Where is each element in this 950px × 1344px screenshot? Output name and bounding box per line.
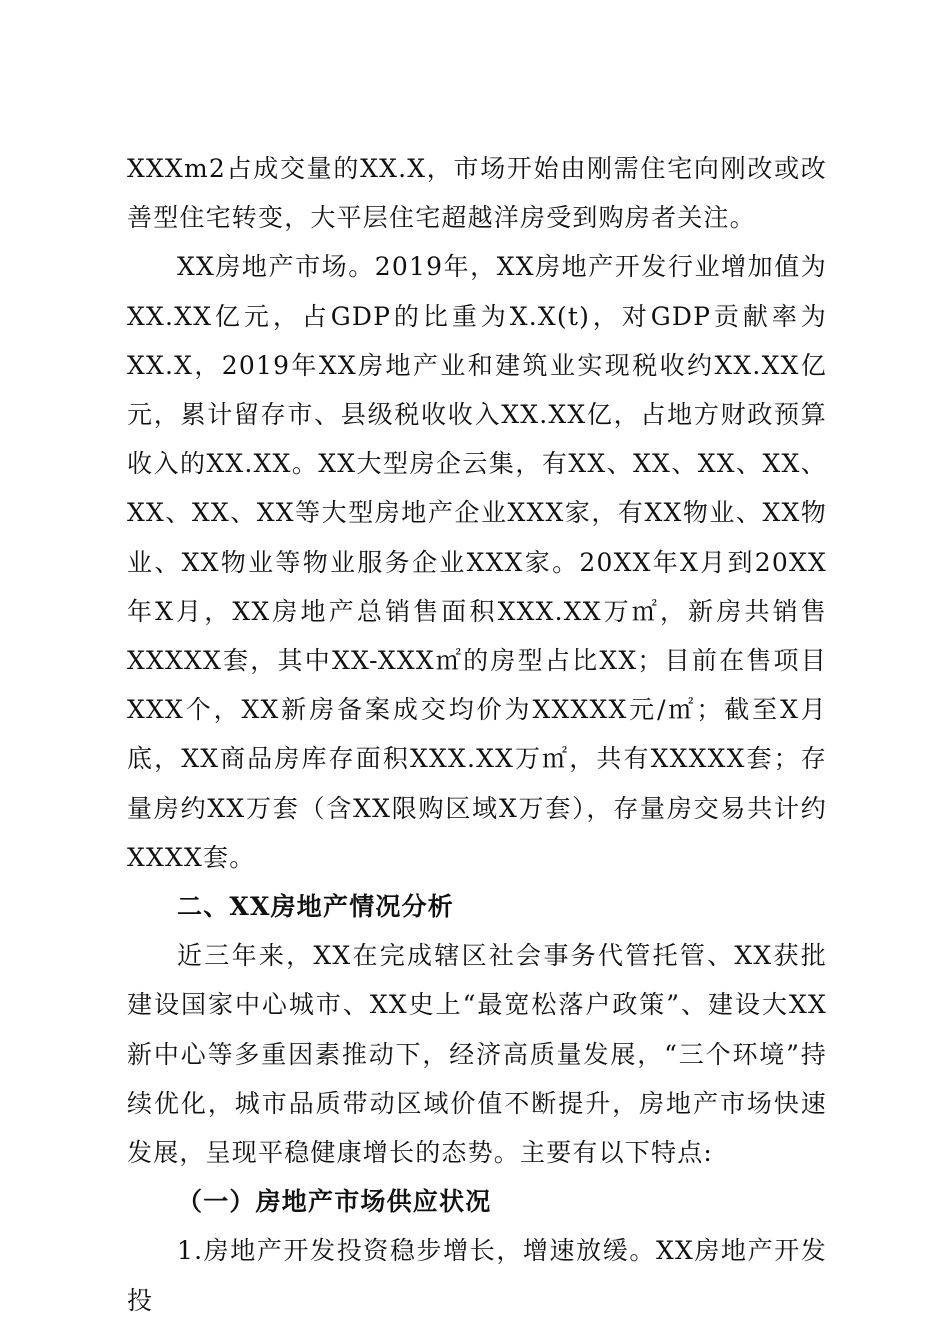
section-heading: 二、XX房地产情况分析 [177, 892, 454, 922]
subsection-heading: （一）房地产市场供应状况 [177, 1187, 492, 1217]
paragraph-continued: XXXm2占成交量的XX.X，市场开始由刚需住宅向刚改或改善型住宅转变，大平层住宅超越洋房受到购房者关注。 [127, 154, 827, 233]
paragraph-market: XX房地产市场。2019年，XX房地产开发行业增加值为XX.XX亿元，占GDP的比重为X.X(t)，对GDP贡献率为XX.X，2019年XX房地产业和建筑业实现税收约XX.XX亿元，累计留存市、县级税收收入XX.XX亿，占地方财政预算收入的XX.XX。XX大型房企云集，有XX、XX、XX、XX、XX、XX、XX等大型房地产企业XXX家，有XX物业、XX物业、XX物业等物业服务企业XXX家。20XX年X月到20XX年X月，XX房地产总销售面积XXX.XX万㎡，新房共销售XXXXX套，其中XX-XXX㎡的房型占比XX；目前在售项目XXX个，XX新房备案成交均价为XXXXX元/㎡；截至X月底，XX商品房库存面积XXX.XX万㎡，共有XXXXX套；存量房约XX万套（含XX限购区域X万套），存量房交易共计约XXXX套。 [127, 252, 827, 872]
paragraph-intro: 近三年来，XX在完成辖区社会事务代管托管、XX获批建设国家中心城市、XX史上“最宽松落户政策”、建设大XX新中心等多重因素推动下，经济高质量发展，“三个环境”持续优化，城市品质带动区域价值不断提升，房地产市场快速发展，呈现平稳健康增长的态势。主要有以下特点: [127, 941, 827, 1168]
paragraph-item-1: 1.房地产开发投资稳步增长，增速放缓。XX房地产开发投 [127, 1236, 827, 1315]
document-body [127, 144, 827, 1325]
